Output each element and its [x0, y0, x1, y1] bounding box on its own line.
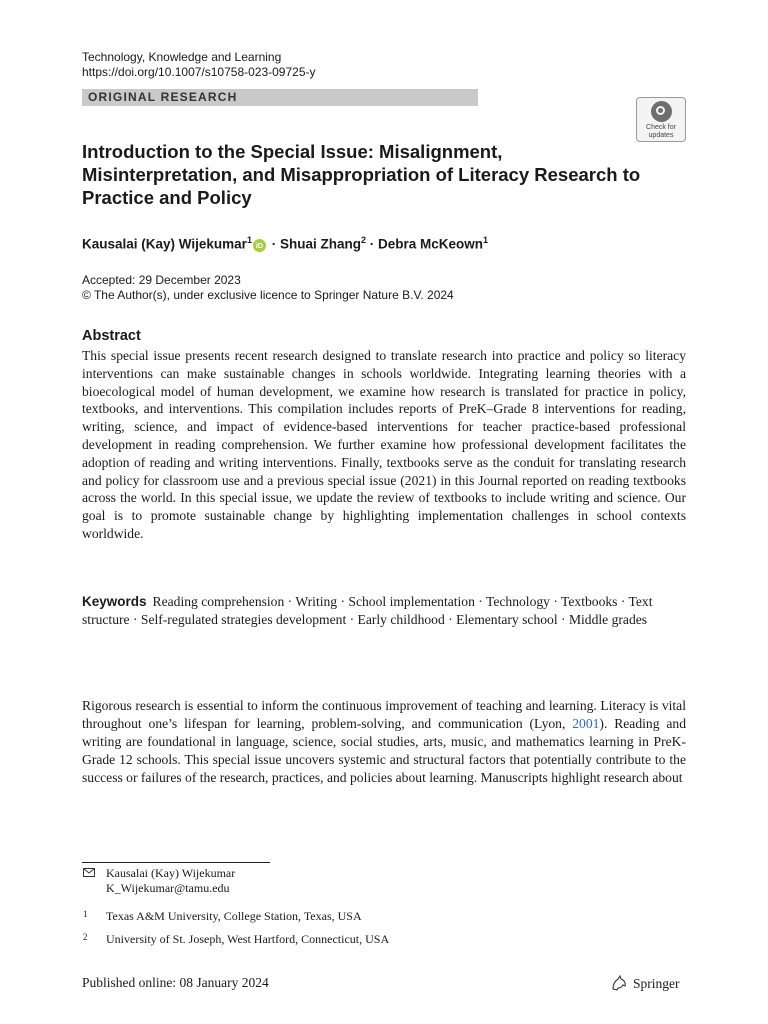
author-name[interactable]: Debra McKeown	[377, 236, 484, 252]
envelope-icon	[83, 868, 95, 877]
abstract-heading: Abstract	[82, 328, 141, 344]
body-paragraph	[82, 697, 686, 787]
abstract-text: This special issue presents recent research designed to translate research into practice and policy so literacy interventions can make sustainable changes in schools worldwide. Integrating learning theories with a bioecological model of human development, we examine how research is translated for practice in policy, textbooks, and interventions. This compilation includes reports of PreK–Grade 8 interventions for reading, writing, science, and impact of evidence-based interventions for teacher practice-based professional development in reading comprehension. We further examine how professional development facilitates the adoption of reading and writing interventions. Finally, textbooks serve as the conduit for translating research and policy for classroom use and a previous special issue (2021) in this Journal reported on reading textbooks across the world. In this special issue, we update the review of textbooks to include writing and science. Our goal is to promote sustainable change by highlighting implementation challenges in school contexts worldwide.	[82, 348, 686, 541]
article-type-label: ORIGINAL RESEARCH	[88, 90, 238, 104]
author-affiliation-marker: 1	[246, 235, 252, 245]
keywords-list: Reading comprehension · Writing · School implementation · Technology · Textbooks · Text structure · Self-regulated strategies development · Early childhood · Elementary school · Middle grades	[82, 594, 653, 627]
keywords-block	[82, 593, 686, 629]
author-separator: ·	[365, 236, 378, 252]
citation-link[interactable]: 2001	[572, 715, 600, 731]
corresponding-author-email[interactable]: K_Wijekumar@tamu.edu	[106, 881, 230, 895]
footnote-divider	[82, 862, 270, 863]
author-name[interactable]: Shuai Zhang	[279, 236, 361, 252]
article-type-band	[82, 89, 478, 106]
author-name[interactable]: Kausalai (Kay) Wijekumar	[82, 236, 247, 252]
author-affiliation-marker: 2	[360, 235, 366, 245]
body-text-part2: ). Reading and writing are foundational in language, science, social studies, arts, music, and mathematics learning in PreK-Grade 12 schools. This special issue uncovers systemic and structural factors that potentially contribute to the success or failures of the research, practices, and policies about learning. Manuscripts highlight research about	[82, 715, 686, 785]
affiliation-text: Texas A&M University, College Station, Texas, USA	[106, 909, 362, 923]
article-title: Introduction to the Special Issue: Misalignment, Misinterpretation, and Misappropriation of Literacy Research to Practice and Policy	[82, 141, 641, 208]
body-text-part1: Rigorous research is essential to inform the continuous improvement of teaching and learning. Literacy is vital throughout one’s lifespan for learning, problem-solving, and communication (Lyon,	[82, 698, 686, 731]
affiliation-number: 1	[83, 909, 88, 919]
published-online-date: Published online: 08 January 2024	[82, 975, 269, 990]
copyright-notice: © The Author(s), under exclusive licence to Springer Nature B.V. 2024	[82, 288, 454, 302]
author-separator: ·	[267, 236, 280, 252]
publisher-name[interactable]: Springer	[633, 976, 680, 991]
check-for-updates-badge[interactable]	[636, 97, 686, 142]
corresponding-author-name: Kausalai (Kay) Wijekumar	[106, 866, 236, 880]
check-updates-icon	[651, 101, 672, 122]
springer-horse-icon	[610, 975, 628, 991]
author-list	[82, 231, 488, 254]
keywords-label: Keywords	[82, 594, 147, 609]
journal-name: Technology, Knowledge and Learning	[82, 50, 282, 64]
orcid-icon[interactable]: iD	[253, 239, 266, 252]
author-affiliation-marker: 1	[483, 235, 489, 245]
badge-text-line1: Check for	[646, 124, 676, 131]
affiliation-text: University of St. Joseph, West Hartford, Connecticut, USA	[106, 932, 390, 946]
badge-text-line2: updates	[648, 132, 674, 139]
affiliation-number: 2	[83, 932, 88, 942]
accepted-date: Accepted: 29 December 2023	[82, 273, 241, 287]
doi-link[interactable]: https://doi.org/10.1007/s10758-023-09725-y	[82, 65, 316, 79]
